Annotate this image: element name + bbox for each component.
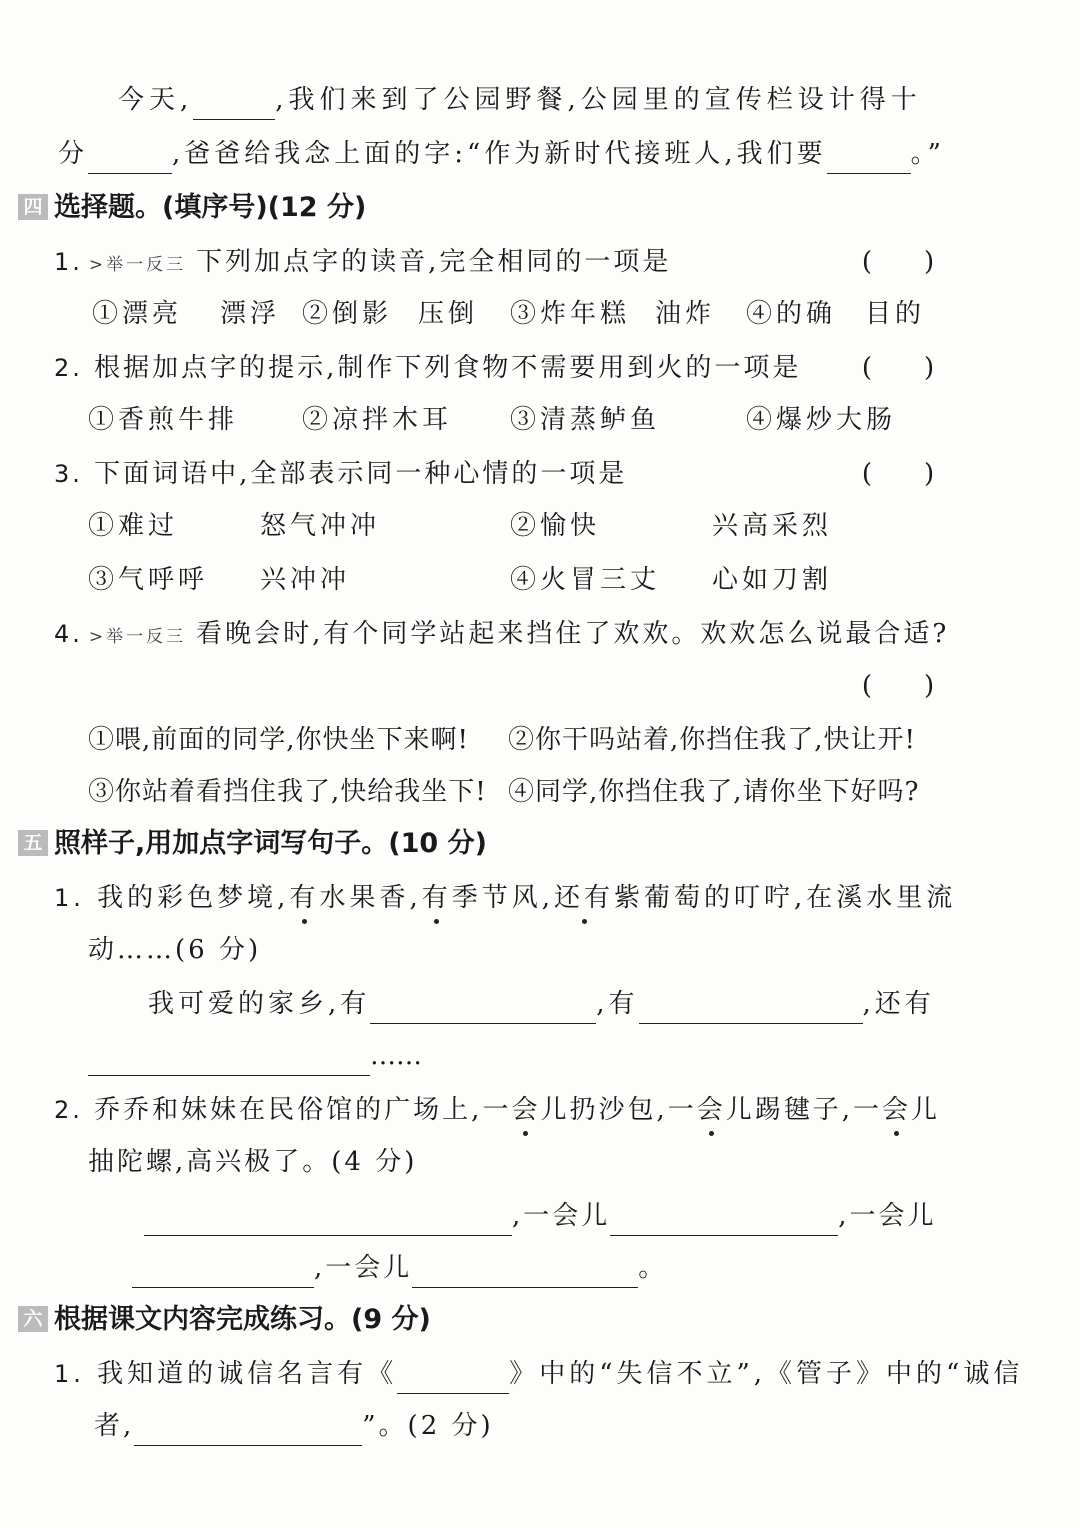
question-number: 1.: [54, 248, 83, 276]
options-row: [0, 720, 1080, 760]
intro-text: 。”: [910, 139, 945, 169]
intro-line-2: [58, 134, 945, 174]
option[interactable]: ①香煎牛排: [88, 405, 239, 435]
answer-parentheses[interactable]: ( ): [861, 671, 935, 701]
question-text: 扔沙包,: [569, 1095, 668, 1125]
dotted-word: 还有: [554, 878, 614, 918]
answer-blank[interactable]: [88, 1045, 370, 1076]
answer-blank[interactable]: [397, 1363, 509, 1394]
option[interactable]: ④火冒三丈: [510, 565, 661, 595]
fill-text: 者,: [94, 1411, 135, 1441]
dotted-word: 一会儿: [853, 1090, 940, 1130]
option[interactable]: ①漂亮: [92, 299, 183, 329]
fill-text: 。: [638, 1253, 668, 1283]
answer-blank[interactable]: [827, 143, 911, 174]
answer-parentheses[interactable]: ( ): [861, 247, 935, 277]
option[interactable]: ④爆炒大肠: [746, 405, 897, 435]
section-title: 选择题。(填序号)(12 分): [54, 192, 367, 223]
section-badge: 六: [18, 1306, 48, 1332]
answer-blank[interactable]: [370, 993, 596, 1024]
question-number: 1.: [54, 1360, 85, 1388]
question-text: 我知道的诚信名言有《: [97, 1359, 398, 1389]
option: 漂浮: [220, 299, 281, 329]
section-badge: 五: [18, 830, 48, 856]
option: 油炸: [655, 299, 716, 329]
question-stem: [54, 1354, 1023, 1394]
section-badge: 四: [18, 194, 48, 220]
option[interactable]: ①喂,前面的同学,你快坐下来啊!: [88, 725, 469, 755]
dotted-word: 有: [422, 878, 452, 918]
question-text: 踢毽子,: [754, 1095, 853, 1125]
intro-text: ,爸爸给我念上面的字:“作为新时代接班人,我们要: [172, 139, 827, 169]
option: 心如刀割: [712, 565, 833, 595]
fill-line: [148, 984, 935, 1024]
dotted-word: 有: [289, 878, 319, 918]
answer-blank[interactable]: [144, 1205, 512, 1236]
option: 目的: [865, 299, 926, 329]
options-row: [0, 560, 1080, 600]
question-text: 》中的“失信不立”,《管子》中的“诚信: [509, 1359, 1024, 1389]
option: 兴冲冲: [260, 565, 351, 595]
answer-blank[interactable]: [132, 1257, 314, 1288]
intro-text: ,我们来到了公园野餐,公园里的宣传栏设计得十: [275, 85, 922, 115]
answer-blank[interactable]: [610, 1205, 838, 1236]
section-heading: [18, 1300, 431, 1340]
question-stem: [54, 878, 956, 918]
fill-text: ,还有: [862, 989, 935, 1019]
question-stem: [54, 454, 627, 494]
answer-blank[interactable]: [412, 1257, 638, 1288]
fill-line: [88, 1036, 422, 1076]
intro-text: 今天,: [118, 85, 194, 115]
answer-parentheses[interactable]: ( ): [861, 353, 935, 383]
answer-blank[interactable]: [639, 993, 863, 1024]
question-text: 下面词语中,全部表示同一种心情的一项是: [94, 459, 628, 489]
option[interactable]: ③你站着看挡住我了,快给我坐下!: [88, 777, 487, 807]
question-number: 2.: [54, 1096, 83, 1124]
option[interactable]: ④的确: [746, 299, 837, 329]
section-title: 根据课文内容完成练习。(9 分): [54, 1304, 431, 1335]
fill-line: [144, 1196, 937, 1236]
options-row: [0, 772, 1080, 812]
question-text: 下列加点字的读音,完全相同的一项是: [196, 247, 672, 277]
tip-tag: >举一反三: [88, 255, 187, 275]
question-text: 抽陀螺,高兴极了。(4 分): [88, 1147, 418, 1177]
option[interactable]: ①难过: [88, 511, 179, 541]
question-text: 看晚会时,有个同学站起来挡住了欢欢。欢欢怎么说最合适?: [196, 619, 950, 649]
fill-line: [132, 1248, 667, 1288]
question-number: 2.: [54, 354, 83, 382]
question-text: 我的彩色梦境,: [97, 883, 290, 913]
option[interactable]: ④同学,你挡住我了,请你坐下好吗?: [508, 777, 920, 807]
answer-blank[interactable]: [88, 143, 172, 174]
question-stem: [54, 614, 949, 654]
question-text: 季节风,: [451, 883, 554, 913]
option[interactable]: ③炸年糕: [510, 299, 631, 329]
fill-text: ,有: [596, 989, 639, 1019]
fill-text: ……: [370, 1041, 422, 1071]
question-text: 动……(6 分): [88, 935, 262, 965]
answer-blank[interactable]: [193, 89, 275, 120]
question-stem: [54, 242, 671, 282]
option[interactable]: ②凉拌木耳: [302, 405, 453, 435]
option: 压倒: [418, 299, 479, 329]
fill-text: ,一会儿: [512, 1201, 611, 1231]
options-row: [0, 400, 1080, 440]
fill-line: [94, 1406, 494, 1446]
intro-line-1: [118, 80, 922, 120]
question-text: 根据加点字的提示,制作下列食物不需要用到火的一项是: [94, 353, 802, 383]
section-heading: [18, 188, 366, 228]
option: 兴高采烈: [712, 511, 833, 541]
section-title: 照样子,用加点字词写句子。(10 分): [54, 828, 487, 859]
answer-blank[interactable]: [134, 1415, 362, 1446]
option[interactable]: ②你干吗站着,你挡住我了,快让开!: [508, 725, 916, 755]
question-text: 水果香,: [319, 883, 422, 913]
answer-parentheses[interactable]: ( ): [861, 459, 935, 489]
question-number: 1.: [54, 884, 85, 912]
dotted-word: 一会儿: [668, 1090, 755, 1130]
fill-text: ,一会儿: [314, 1253, 413, 1283]
question-stem: [54, 348, 801, 388]
option[interactable]: ③气呼呼: [88, 565, 209, 595]
option[interactable]: ②倒影: [302, 299, 393, 329]
tip-tag: >举一反三: [88, 627, 187, 647]
fill-text: 我可爱的家乡,有: [148, 989, 371, 1019]
options-row: [0, 294, 1080, 334]
question-number: 3.: [54, 460, 83, 488]
section-heading: [18, 824, 487, 864]
dotted-word: 一会儿: [482, 1090, 569, 1130]
question-number: 4.: [54, 620, 83, 648]
option[interactable]: ③清蒸鲈鱼: [510, 405, 661, 435]
options-row: [0, 506, 1080, 546]
question-text: 乔乔和妹妹在民俗馆的广场上,: [94, 1095, 483, 1125]
intro-text: 分: [58, 139, 89, 169]
fill-text: ”。(2 分): [362, 1411, 494, 1441]
option: 怒气冲冲: [260, 511, 381, 541]
option[interactable]: ②愉快: [510, 511, 601, 541]
question-stem: [54, 1090, 940, 1130]
fill-text: ,一会儿: [838, 1201, 937, 1231]
question-text: 紫葡萄的叮咛,在溪水里流: [614, 883, 957, 913]
